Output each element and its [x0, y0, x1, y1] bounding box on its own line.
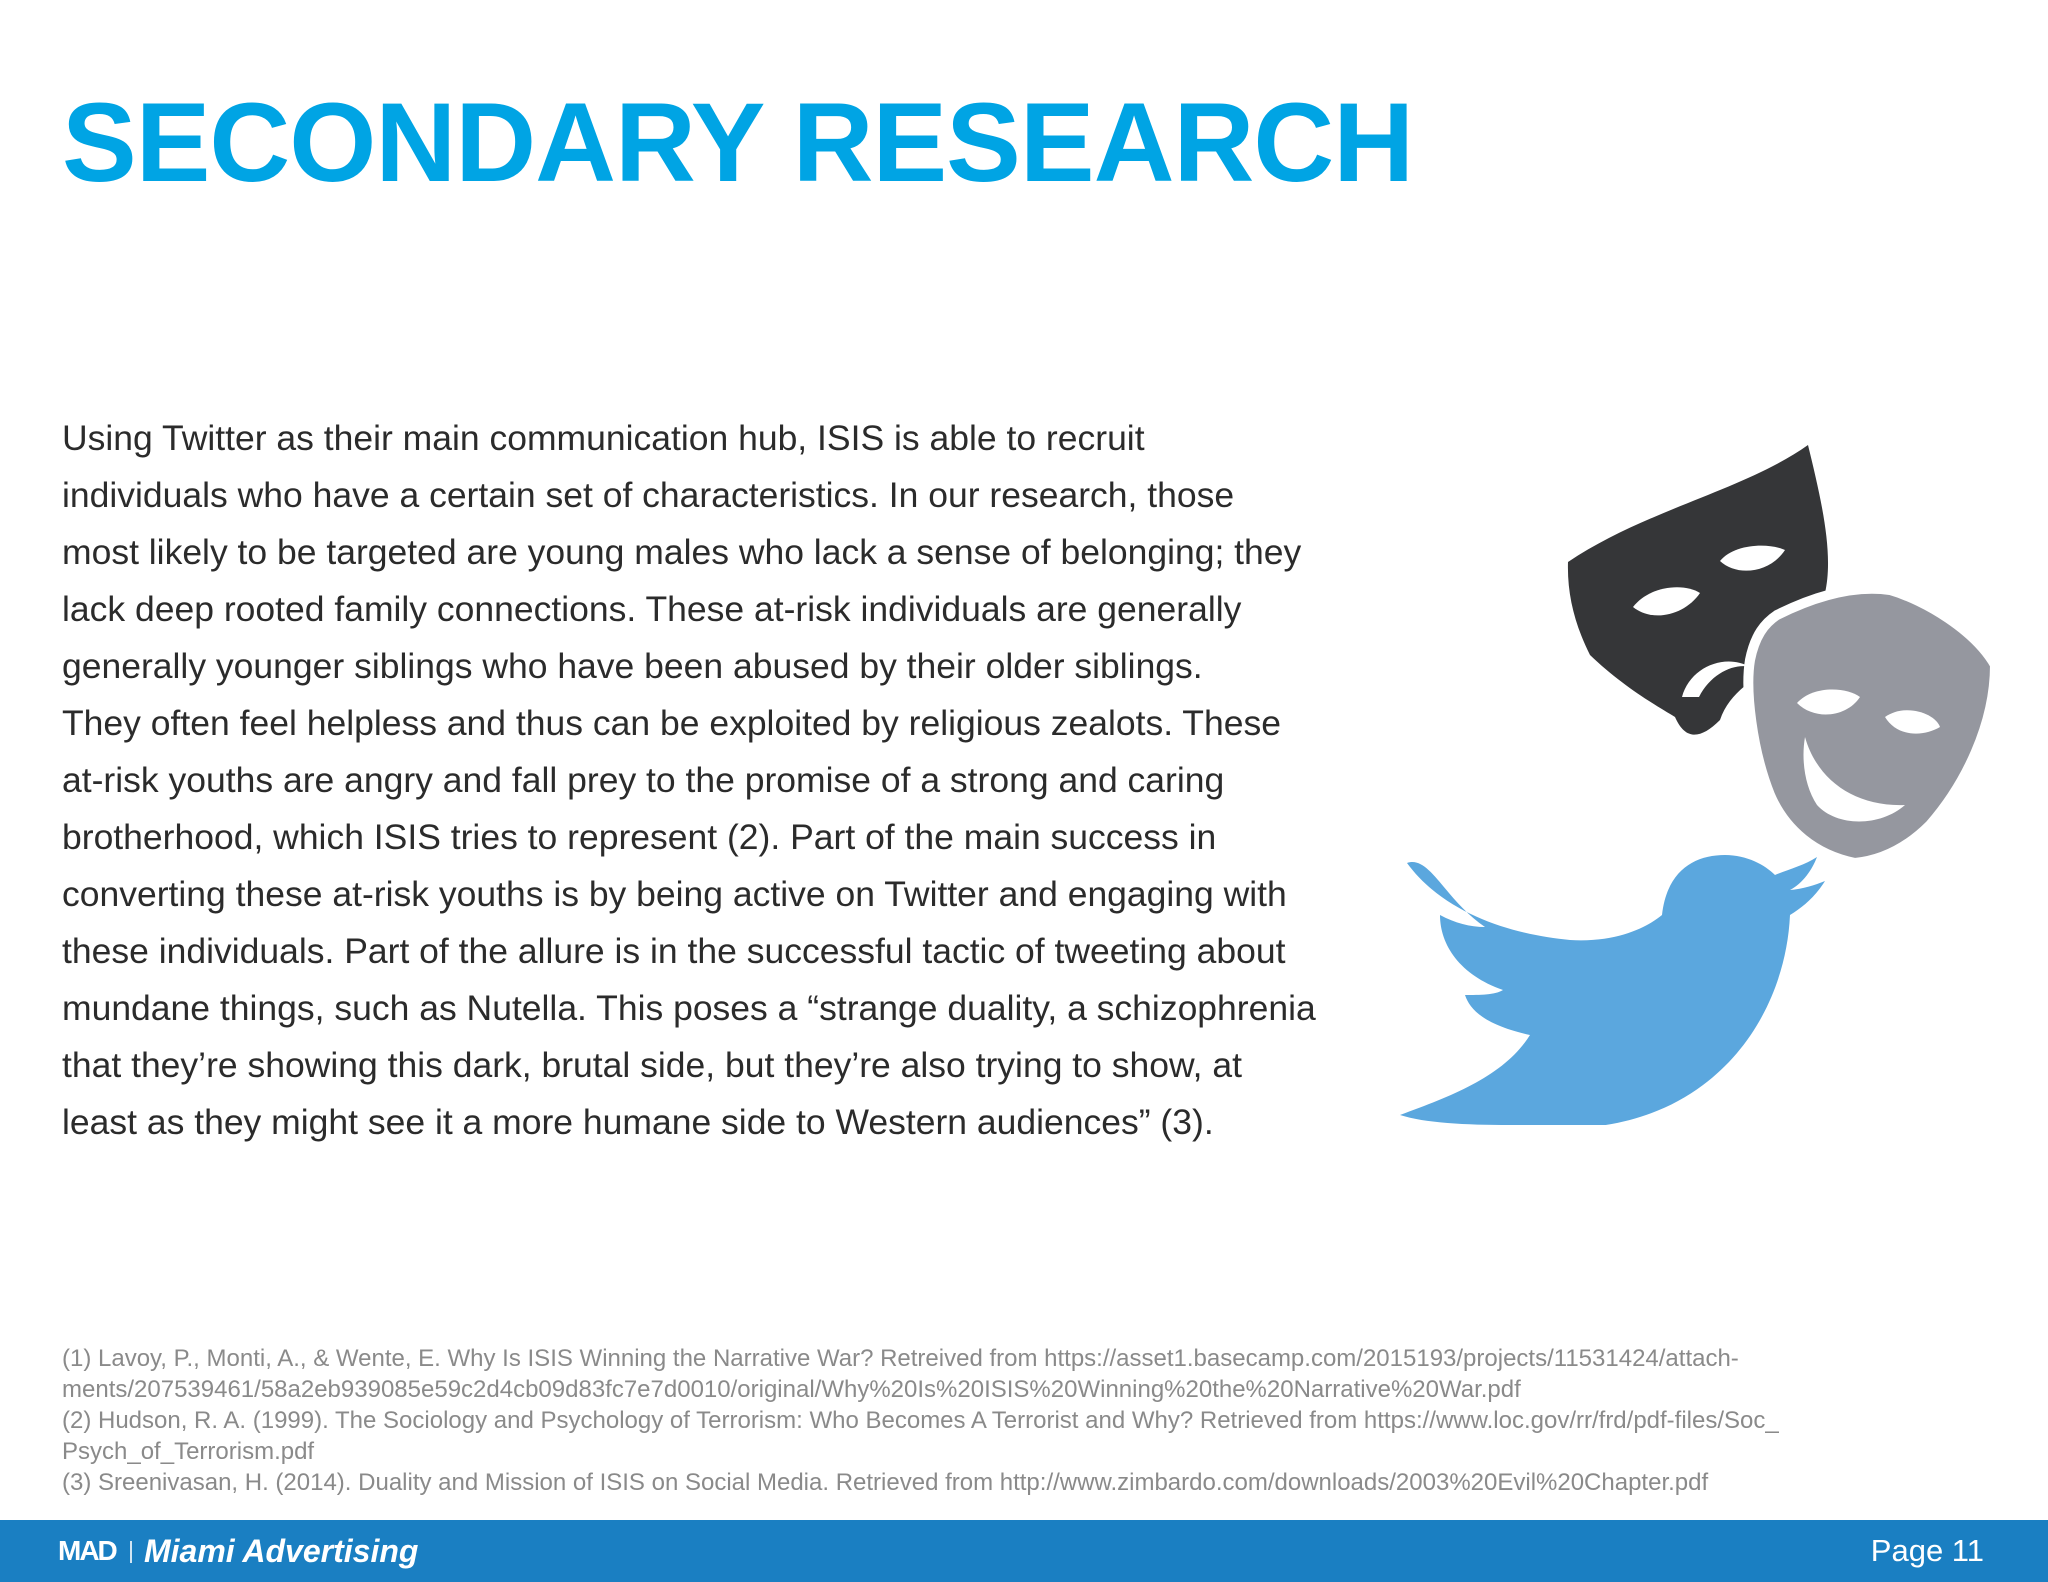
reference-line: (1) Lavoy, P., Monti, A., & Wente, E. Why Is ISIS Winning the Narrative War? Retreived from https://asset1.basecamp.com/2015193/projects/11531424/attach- [62, 1345, 1739, 1372]
happy-mask-face [1748, 589, 1995, 863]
body-line: They often feel helpless and thus can be exploited by religious zealots. These [62, 703, 1281, 743]
reference-line: (3) Sreenivasan, H. (2014). Duality and Mission of ISIS on Social Media. Retrieved from http://www.zimbardo.com/downloads/2003%20Evil%20Chapter.pdf [62, 1469, 1709, 1496]
page-title: SECONDARY RESEARCH [62, 80, 1414, 205]
happy-theater-mask-icon [1748, 589, 1995, 863]
reference-line: ments/207539461/58a2eb939085e59c2d4cb09d83fc7e7d0010/original/Why%20Is%20ISIS%20Winning%20the%20Narrative%20War.pdf [62, 1376, 1521, 1403]
brand-name: Miami Advertising [144, 1533, 419, 1569]
reference-line: (2) Hudson, R. A. (1999). The Sociology and Psychology of Terrorism: Who Becomes A Terrorist and Why? Retrieved from https://www.loc.gov/rr/frd/pdf-files/Soc_ [62, 1407, 1779, 1434]
body-line: individuals who have a certain set of characteristics. In our research, those [62, 475, 1235, 515]
body-line: lack deep rooted family connections. These at-risk individuals are generally [62, 589, 1242, 629]
body-line: converting these at-risk youths is by being active on Twitter and engaging with [62, 874, 1287, 914]
twitter-bird-icon [1400, 855, 1825, 1125]
twitter-bird-shape [1400, 855, 1825, 1125]
body-line: that they’re showing this dark, brutal side, but they’re also trying to show, at [62, 1045, 1243, 1085]
body-line: least as they might see it a more humane side to Western audiences” (3). [62, 1102, 1214, 1142]
page-number: Page 11 [1870, 1533, 1984, 1568]
footer-divider [130, 1541, 132, 1563]
mad-logo: MAD [58, 1535, 116, 1566]
body-line: these individuals. Part of the allure is in the successful tactic of tweeting about [62, 931, 1286, 971]
body-line: generally younger siblings who have been abused by their older siblings. [62, 646, 1203, 686]
masks-and-bird-illustration [1385, 435, 2005, 1125]
reference-line: Psych_of_Terrorism.pdf [62, 1438, 315, 1465]
body-paragraph [62, 410, 1362, 1151]
body-line: most likely to be targeted are young males who lack a sense of belonging; they [62, 532, 1302, 572]
references-section [62, 1343, 2002, 1498]
body-line: Using Twitter as their main communication hub, ISIS is able to recruit [62, 418, 1145, 458]
footer-bar [0, 1520, 2048, 1582]
body-line: brotherhood, which ISIS tries to represent (2). Part of the main success in [62, 817, 1217, 857]
body-line: at-risk youths are angry and fall prey to the promise of a strong and caring [62, 760, 1225, 800]
body-line: mundane things, such as Nutella. This poses a “strange duality, a schizophrenia [62, 988, 1316, 1028]
